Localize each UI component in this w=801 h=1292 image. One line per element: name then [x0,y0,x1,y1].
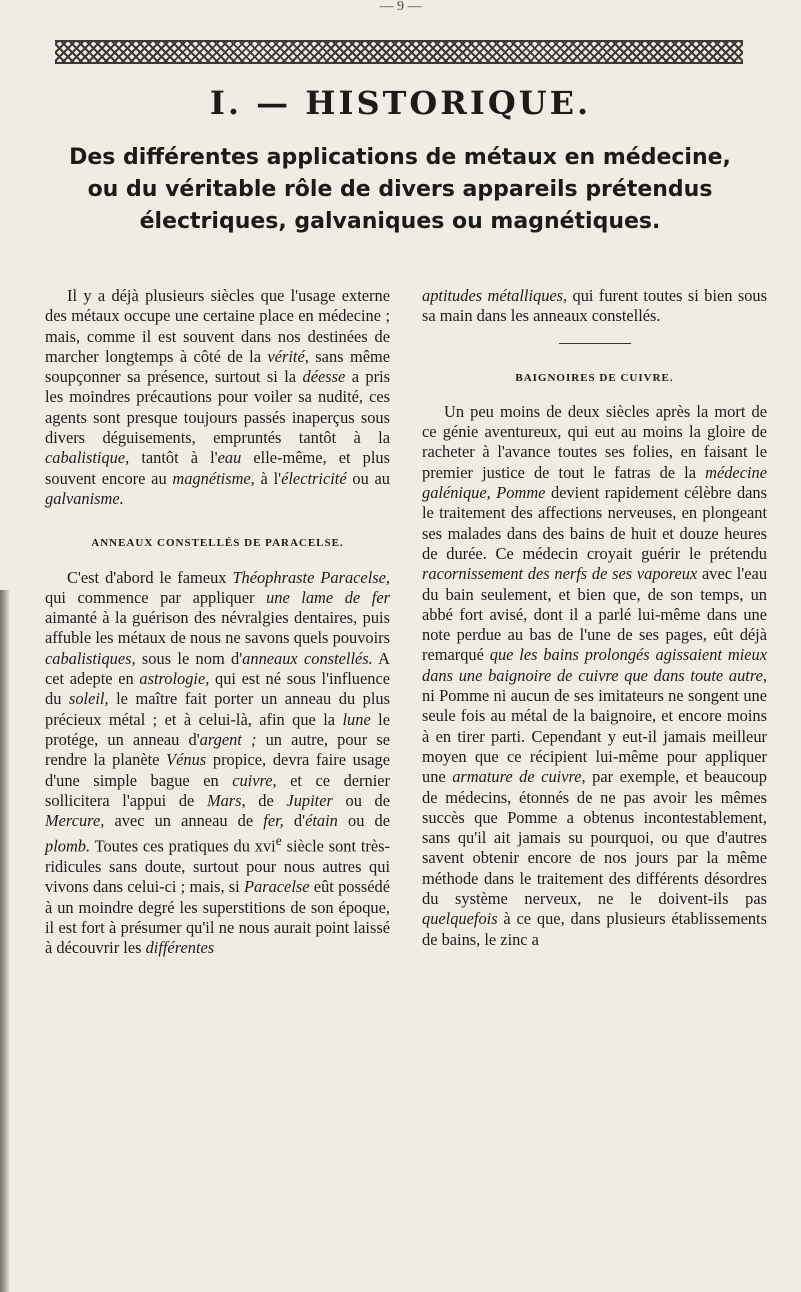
continuation-paragraph: aptitudes métalliques, qui furent toutes si bien sous sa main dans les anneaux constellés. [422,286,768,326]
left-column [45,286,390,959]
page-binding-shadow [0,590,10,1292]
paracelse-paragraph: C'est d'abord le fameux Théophraste Paracelse, qui commence par appliquer une lame de fer aimanté à la guérison des névralgies dentaires, puis affuble les métaux de nous ne savons quels pouvoirs cabalistiques, sous le nom d'anneaux constellés. A cet adepte en astrologie, qui est né sous l'influence du soleil, le maître fait porter un anneau du plus précieux métal ; et à celui-là, afin que la lune le protége, un anneau d'argent ; un autre, pour se rendre la planète Vénus propice, devra faire usage d'une simple bague en cuivre, et ce dernier sollicitera l'appui de Mars, de Jupiter ou de Mercure, avec un anneau de fer, d'étain ou de plomb. Toutes ces pratiques du xvi$^e$ siècle sont très-ridicules sans doute, surtout pour nous autres qui vivons dans celui-ci ; mais, si Paracelse eût possédé à un moindre degré les superstitions de son époque, il est fort à présumer qu'il ne nous aurait point laissé à découvrir les différentes [45,567,391,958]
right-column [422,286,767,950]
pomme-paragraph: Un peu moins de deux siècles après la mort de ce génie aventureux, qui eut au moins la gloire de racheter à l'avance toutes ses folies, en faisant le premier justice de tout le fatras de la médecine galénique, Pomme devient rapidement célèbre dans le traitement des affections nerveuses, en plongeant ses malades dans des bains de huit et douze heures de durée. Ce médecin croyait guérir le prétendu racornissement des nerfs de ses vaporeux avec l'eau du bain seulement, et bien que, de son temps, un abbé fort avisé, dont il a parlé lui-même dans une note perdue au bas de l'une de ses pages, eût déjà remarqué que les bains prolongés agissaient mieux dans une baignoire de cuivre que dans toute autre, ni Pomme ni aucun de ses imitateurs ne songent une seule fois au métal de la baignoire, et encore moins à en tirer parti. Cependant y eut-il jamais meilleur moyen que ce récipient lui-même pour appliquer une armature de cuivre, par exemple, et beaucoup de médecins, étonnés de ne pas avoir les mêmes succès que Pomme a obtenus incontestablement, sans qu'il ait jamais su pourquoi, ou que d'autres savent obtenir encore de nos jours par la même méthode dans le traitement des différents désordres du système nerveux, ne le doivent-ils pas quelquefois à ce que, dans plusieurs établissements de bains, le zinc a [422,401,768,949]
chapter-heading [0,84,801,122]
section-separator [559,343,631,344]
title-line-1: Des différentes applications de métaux en médecine, [69,145,731,170]
decorative-border [55,40,743,64]
article-title [30,142,770,238]
chapter-number: I. — [209,84,292,122]
title-line-3: électriques, galvaniques ou magnétiques. [139,209,661,234]
intro-paragraph: Il y a déjà plusieurs siècles que l'usage externe des métaux occupe une certaine place en médecine ; mais, comme il est souvent dans nos destinées de marcher longtemps à côté de la vérité, sans même soupçonner sa présence, surtout si la déesse a pris les moindres précautions pour voiler sa nudité, ces agents sont presque toujours passés inaperçus sous divers déguisements, empruntés tantôt à la cabalistique, tantôt à l'eau elle-même, et plus souvent encore au magnétisme, à l'électricité ou au galvanisme. [45,286,391,508]
section-title-baignoires: BAIGNOIRES DE CUIVRE. [515,371,674,384]
title-line-2: ou du véritable rôle de divers appareils prétendus [87,177,713,202]
page-top-mark: — 9 — [379,0,422,14]
section-title-anneaux: ANNEAUX CONSTELLÉS DE PARACELSE. [91,537,344,550]
chapter-heading-text: HISTORIQUE. [305,84,592,122]
